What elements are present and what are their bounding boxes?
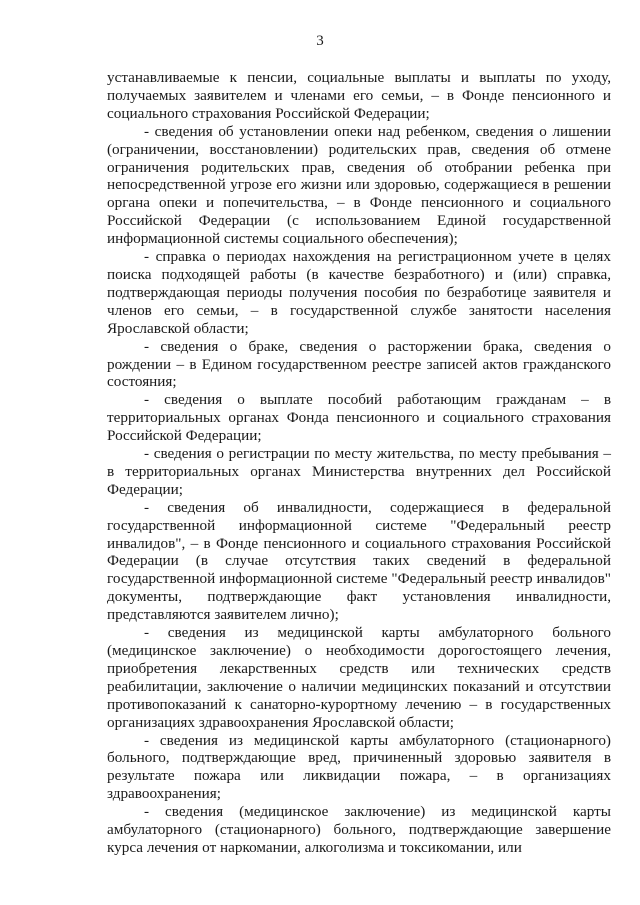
- list-item: - сведения об инвалидности, содержащиеся в федеральной государственной информационной системе "Федеральный реестр инвалидов", – в Фонде пенсионного и социального страхования Российской Федерации (в случае отсутствия таких сведений в федеральной государственной информационной системе "Федеральный реестр инвалидов" документы, подтверждающие факт установления инвалидности, представляются заявителем лично);: [107, 498, 611, 624]
- list-item: - сведения о регистрации по месту жительства, по месту пребывания – в территориальных органах Министерства внутренних дел Российской Федерации;: [107, 445, 611, 498]
- list-item: - сведения из медицинской карты амбулаторного больного (медицинское заключение) о необходимости дорогостоящего лечения, приобретения лекарственных средств или технических средств реабилитации, заключение о наличии медицинских показаний и отсутствии противопоказаний к санаторно-курортному лечению – в государственных организациях здравоохранения Ярославской области;: [107, 624, 611, 731]
- paragraph-continuation: устанавливаемые к пенсии, социальные выплаты и выплаты по уходу, получаемых заявителем и членами его семьи, – в Фонде пенсионного и социального страхования Российской Федерации;: [107, 69, 611, 122]
- document-body: [107, 69, 611, 857]
- page-number: 3: [316, 33, 324, 49]
- list-item: - сведения о выплате пособий работающим гражданам – в территориальных органах Фонда пенсионного и социального страхования Российской Федерации;: [107, 391, 611, 445]
- list-item: - справка о периодах нахождения на регистрационном учете в целях поиска подходящей работы (в качестве безработного) и (или) справка, подтверждающая периоды получения пособия по безработице заявителя и членов его семьи, – в государственной службе занятости населения Ярославской области;: [107, 248, 611, 337]
- list-item: - сведения об установлении опеки над ребенком, сведения о лишении (ограничении, восстановлении) родительских прав, сведения об отмене ограничения родительских прав, сведения об отобрании ребенка при непосредственной угрозе его жизни или здоровью, содержащиеся в решении органа опеки и попечительства, – в Фонде пенсионного и социального Российской Федерации (с использованием Единой государственной информационной системы социального обеспечения);: [107, 122, 611, 248]
- list-item: - сведения о браке, сведения о расторжении брака, сведения о рождении – в Едином государственном реестре записей актов гражданского состояния;: [107, 337, 611, 391]
- list-item: - сведения (медицинское заключение) из медицинской карты амбулаторного (стационарного) больного, подтверждающие завершение курса лечения от наркомании, алкоголизма и токсикомании, или: [107, 803, 611, 856]
- list-item: - сведения из медицинской карты амбулаторного (стационарного) больного, подтверждающие вред, причиненный здоровью заявителя в результате пожара или ликвидации пожара, – в организациях здравоохранения;: [107, 731, 611, 803]
